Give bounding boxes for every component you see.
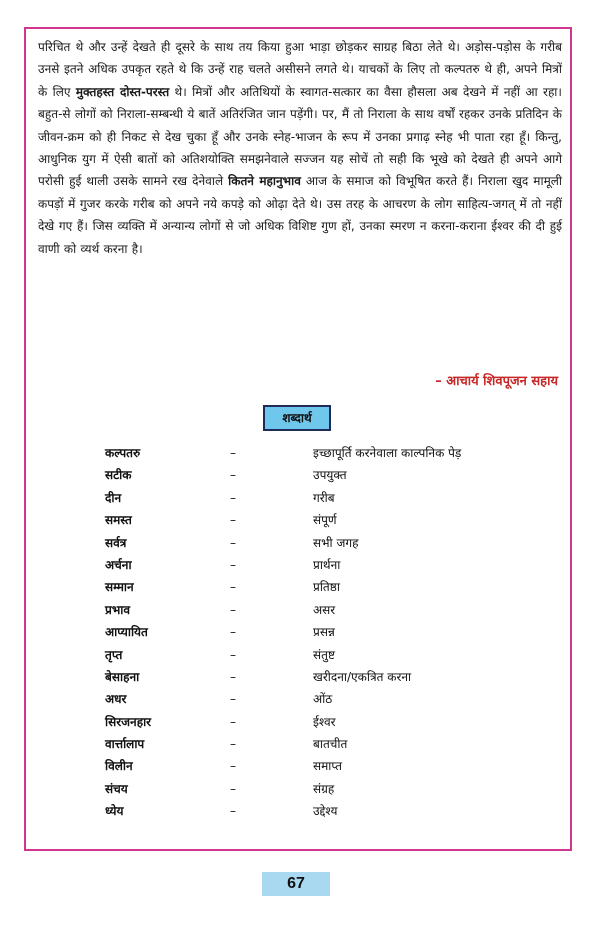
glossary-dash: – [230,580,236,595]
glossary-term: सम्मान [105,580,134,595]
glossary-row [0,442,600,464]
glossary-meaning: गरीब [313,490,335,505]
glossary-row [0,755,600,777]
passage-emphasis-1: मुक्तहस्त दोस्त-परस्त [75,84,170,99]
glossary-term: संचय [105,781,128,796]
glossary-meaning: इच्छापूर्ति करनेवाला काल्पनिक पेड़ [313,446,462,460]
glossary-row [0,599,600,621]
glossary-row [0,509,600,531]
glossary-row [0,621,600,643]
glossary-row [0,711,600,733]
glossary-dash: – [230,669,236,684]
glossary-term: सिरजनहार [105,714,152,729]
passage-text-part2: थे। मित्रों और अतिथियों के स्वागत-सत्कार का वैसा हौसला अब देखने में नहीं आ रहा। बहुत-से लोगों को निराला-सम्बन्धी ये बातें अतिरंजित जान पड़ेंगी। पर, मैं तो निराला के साथ वर्षों रहकर उनके प्रतिदिन के जीवन-क्रम को ही निकट से देख चुका हूँ और उनके स्नेह-भाजन के रूप में उनका प्रगाढ़ स्नेह भी पाता रहा हूँ। किन्तु, आधुनिक युग में ऐसी बातों को अतिशयोक्ति समझनेवाले सज्जन यह सोचें तो सही कि भूखे को देखते ही अपने आगे परोसी हुई थाली उसके सामने रख देनेवाले [38,84,562,189]
glossary-meaning: उपयुक्त [313,468,347,483]
glossary-meaning: संतुष्ट [313,647,335,662]
glossary-meaning: सभी जगह [313,535,359,550]
glossary-dash: – [230,513,236,528]
glossary-dash: – [230,490,236,505]
glossary-row [0,487,600,509]
glossary-term: अधर [105,692,127,707]
glossary-term: तृप्त [105,647,123,662]
glossary-term: विलीन [105,759,133,774]
passage-emphasis-2: कितने महानुभाव [228,174,301,189]
glossary-row [0,532,600,554]
prose-passage [38,36,562,260]
glossary-meaning: प्रसन्न [313,625,335,640]
glossary-term: ध्येय [105,804,124,819]
author-attribution: – आचार्य शिवपूजन सहाय [435,374,558,389]
glossary-heading: शब्दार्थ [263,405,331,431]
glossary-meaning: बातचीत [313,737,348,752]
glossary-row [0,464,600,486]
glossary-meaning: प्रार्थना [313,557,341,572]
glossary-dash: – [230,692,236,707]
glossary-meaning: प्रतिष्ठा [313,580,340,595]
passage-text-part3: आज के समाज को विभूषित करते हैं। निराला खुद मामूली कपड़ों में गुजर करके गरीब को अपने नये कपड़े को ओढ़ा देते थे। उस तरह के आचरण के लोग साहित्य-जगत् में तो नहीं देखे गए हैं। जिस व्यक्ति में अन्यान्य लोगों से जो अधिक विशिष्ट गुण हों, उनका स्मरण न करना-कराना ईश्वर की दी हुई वाणी को व्यर्थ करना है। [38,174,562,256]
glossary-term: समस्त [105,513,132,528]
glossary-term: आप्यायित [105,625,148,640]
glossary-meaning: ओंठ [313,692,333,707]
glossary-row [0,644,600,666]
glossary-dash: – [230,625,236,640]
glossary-meaning: संग्रह [313,781,335,796]
glossary-row [0,688,600,710]
glossary-dash: – [230,535,236,550]
page-number: 67 [262,872,330,896]
glossary-term: वार्त्तालाप [105,737,145,752]
glossary-dash: – [230,759,236,774]
glossary-row [0,554,600,576]
glossary-row [0,733,600,755]
glossary-dash: – [230,647,236,662]
glossary-dash: – [230,468,236,483]
glossary-dash: – [230,737,236,752]
glossary-dash: – [230,804,236,819]
glossary-row [0,800,600,822]
glossary-dash: – [230,714,236,729]
glossary-dash: – [230,602,236,617]
glossary-meaning: समाप्त [313,759,342,774]
glossary-row [0,576,600,598]
glossary-term: प्रभाव [105,602,131,617]
glossary-dash: – [230,446,236,460]
glossary-row [0,778,600,800]
passage-text-part1: परिचित थे और उन्हें देखते ही दूसरे के साथ तय किया हुआ भाड़ा छोड़कर साग्रह बिठा लेते थे। अड़ोस-पड़ोस के गरीब उनसे इतने अधिक उपकृत रहते थे कि उन्हें राह चलते असीसने लगते थे। याचकों के लिए तो कल्पतरु थे ही, अपने मित्रों के लिए [38,40,562,99]
glossary-meaning: उद्देश्य [313,804,338,819]
glossary-term: कल्पतरु [105,446,141,460]
glossary-term: बेसाहना [105,669,140,684]
glossary-dash: – [230,781,236,796]
glossary-term: सटीक [105,468,132,483]
glossary-dash: – [230,557,236,572]
glossary-meaning: खरीदना/एकत्रित करना [313,669,412,684]
glossary-list [0,442,600,823]
glossary-term: सर्वत्र [105,535,127,550]
glossary-term: अर्चना [105,557,132,572]
glossary-meaning: असर [313,602,336,617]
glossary-meaning: ईश्वर [313,714,336,729]
glossary-meaning: संपूर्ण [313,513,337,528]
glossary-row [0,666,600,688]
glossary-term: दीन [105,490,122,505]
